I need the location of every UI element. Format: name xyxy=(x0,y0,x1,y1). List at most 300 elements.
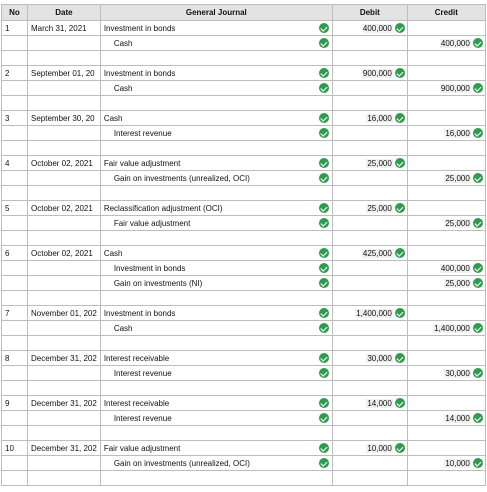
credit-value: 16,000 xyxy=(445,128,470,138)
check-circle-icon xyxy=(473,38,483,48)
debit-cell[interactable] xyxy=(332,156,407,171)
entry-number: 1 xyxy=(2,21,28,36)
empty-cell[interactable] xyxy=(100,381,332,396)
account-cell[interactable] xyxy=(100,411,332,426)
account-cell[interactable] xyxy=(100,276,332,291)
account-name: Investment in bonds xyxy=(103,23,176,33)
table-row xyxy=(2,276,486,291)
entry-number xyxy=(2,276,28,291)
general-journal-sheet xyxy=(1,4,486,486)
spacer-row xyxy=(2,426,486,441)
table-row xyxy=(2,36,486,51)
account-name: Interest revenue xyxy=(113,368,172,378)
entry-number: 2 xyxy=(2,66,28,81)
empty-cell[interactable] xyxy=(2,471,28,486)
entry-date[interactable]: December 31, 202 xyxy=(28,396,101,411)
check-circle-icon xyxy=(395,158,405,168)
debit-cell[interactable] xyxy=(332,201,407,216)
account-cell[interactable] xyxy=(100,111,332,126)
empty-cell[interactable] xyxy=(100,471,332,486)
entry-number xyxy=(2,321,28,336)
debit-cell[interactable] xyxy=(332,441,407,456)
account-cell-content xyxy=(104,173,329,183)
journal-table xyxy=(1,4,486,486)
credit-value: 25,000 xyxy=(445,173,470,183)
entry-number xyxy=(2,126,28,141)
debit-cell[interactable] xyxy=(332,81,407,96)
entry-number: 6 xyxy=(2,246,28,261)
debit-cell[interactable] xyxy=(332,111,407,126)
account-cell[interactable] xyxy=(100,216,332,231)
empty-cell[interactable] xyxy=(407,141,485,156)
empty-cell[interactable] xyxy=(407,426,485,441)
account-cell[interactable] xyxy=(100,246,332,261)
debit-cell[interactable] xyxy=(332,261,407,276)
credit-cell[interactable] xyxy=(407,126,485,141)
entry-number xyxy=(2,411,28,426)
entry-date[interactable] xyxy=(28,81,101,96)
table-row xyxy=(2,21,486,36)
entry-date[interactable] xyxy=(28,171,101,186)
table-row xyxy=(2,216,486,231)
empty-cell[interactable] xyxy=(332,381,407,396)
check-circle-icon xyxy=(473,263,483,273)
check-circle-icon xyxy=(319,263,329,273)
debit-cell[interactable] xyxy=(332,36,407,51)
entry-date[interactable]: December 31, 202 xyxy=(28,351,101,366)
spacer-row xyxy=(2,291,486,306)
entry-date[interactable] xyxy=(28,216,101,231)
empty-cell[interactable] xyxy=(100,336,332,351)
header-credit: Credit xyxy=(407,5,485,21)
entry-date[interactable] xyxy=(28,411,101,426)
entry-number: 5 xyxy=(2,201,28,216)
empty-cell[interactable] xyxy=(407,51,485,66)
debit-value-wrap xyxy=(366,398,404,408)
empty-cell[interactable] xyxy=(332,231,407,246)
debit-cell[interactable] xyxy=(332,126,407,141)
account-cell[interactable] xyxy=(100,156,332,171)
credit-cell[interactable] xyxy=(407,21,485,36)
check-circle-icon xyxy=(319,218,329,228)
empty-cell[interactable] xyxy=(332,96,407,111)
empty-cell[interactable] xyxy=(28,186,101,201)
check-circle-icon xyxy=(319,248,329,258)
debit-cell[interactable] xyxy=(332,276,407,291)
spacer-row xyxy=(2,141,486,156)
account-cell-content xyxy=(104,128,329,138)
credit-cell[interactable] xyxy=(407,66,485,81)
debit-cell[interactable] xyxy=(332,306,407,321)
entry-number xyxy=(2,366,28,381)
empty-cell[interactable] xyxy=(332,51,407,66)
table-row xyxy=(2,396,486,411)
credit-value-wrap xyxy=(444,278,482,288)
debit-cell[interactable] xyxy=(332,351,407,366)
entry-date[interactable]: November 01, 202 xyxy=(28,306,101,321)
spacer-row xyxy=(2,231,486,246)
empty-cell[interactable] xyxy=(100,141,332,156)
debit-cell[interactable] xyxy=(332,216,407,231)
empty-cell[interactable] xyxy=(28,291,101,306)
table-row xyxy=(2,456,486,471)
debit-value-wrap xyxy=(366,158,404,168)
check-circle-icon xyxy=(319,23,329,33)
credit-cell[interactable] xyxy=(407,81,485,96)
account-name: Cash xyxy=(113,38,133,48)
empty-cell[interactable] xyxy=(28,96,101,111)
check-circle-icon xyxy=(319,353,329,363)
credit-value: 25,000 xyxy=(445,278,470,288)
check-circle-icon xyxy=(319,83,329,93)
empty-cell[interactable] xyxy=(2,141,28,156)
check-circle-icon xyxy=(473,278,483,288)
check-circle-icon xyxy=(319,68,329,78)
account-name: Gain on investments (NI) xyxy=(113,278,203,288)
check-circle-icon xyxy=(473,128,483,138)
credit-value-wrap xyxy=(444,128,482,138)
empty-cell[interactable] xyxy=(2,426,28,441)
empty-cell[interactable] xyxy=(332,426,407,441)
debit-cell[interactable] xyxy=(332,246,407,261)
account-cell-content xyxy=(104,308,329,318)
empty-cell[interactable] xyxy=(407,336,485,351)
table-row xyxy=(2,366,486,381)
debit-cell[interactable] xyxy=(332,456,407,471)
entry-date[interactable] xyxy=(28,456,101,471)
empty-cell[interactable] xyxy=(2,231,28,246)
account-name: Interest revenue xyxy=(113,413,172,423)
credit-value: 1,400,000 xyxy=(434,323,470,333)
check-circle-icon xyxy=(473,218,483,228)
table-row xyxy=(2,66,486,81)
debit-cell[interactable] xyxy=(332,366,407,381)
credit-cell[interactable] xyxy=(407,441,485,456)
empty-cell[interactable] xyxy=(407,471,485,486)
account-name: Investment in bonds xyxy=(103,308,176,318)
entry-date[interactable] xyxy=(28,36,101,51)
check-circle-icon xyxy=(319,323,329,333)
credit-cell[interactable] xyxy=(407,366,485,381)
empty-cell[interactable] xyxy=(2,51,28,66)
account-name: Interest receivable xyxy=(103,353,170,363)
account-cell-content xyxy=(104,203,329,213)
spacer-row xyxy=(2,51,486,66)
check-circle-icon xyxy=(395,113,405,123)
header-debit: Debit xyxy=(332,5,407,21)
empty-cell[interactable] xyxy=(28,141,101,156)
account-name: Gain on investments (unrealized, OCI) xyxy=(113,173,250,183)
account-name: Interest revenue xyxy=(113,128,172,138)
account-cell-content xyxy=(104,413,329,423)
debit-cell[interactable] xyxy=(332,171,407,186)
debit-value: 400,000 xyxy=(362,23,392,33)
debit-value-wrap xyxy=(355,308,405,318)
check-circle-icon xyxy=(319,128,329,138)
table-row xyxy=(2,111,486,126)
account-name: Reclassification adjustment (OCI) xyxy=(103,203,223,213)
debit-value-wrap xyxy=(366,203,404,213)
credit-value-wrap xyxy=(433,323,483,333)
account-cell[interactable] xyxy=(100,456,332,471)
account-cell-content xyxy=(104,38,329,48)
account-cell[interactable] xyxy=(100,396,332,411)
check-circle-icon xyxy=(473,413,483,423)
account-cell[interactable] xyxy=(100,201,332,216)
account-cell[interactable] xyxy=(100,261,332,276)
empty-cell[interactable] xyxy=(332,471,407,486)
check-circle-icon xyxy=(395,23,405,33)
entry-date[interactable] xyxy=(28,276,101,291)
empty-cell[interactable] xyxy=(28,336,101,351)
check-circle-icon xyxy=(395,443,405,453)
credit-value-wrap xyxy=(440,38,483,48)
check-circle-icon xyxy=(319,113,329,123)
entry-number: 7 xyxy=(2,306,28,321)
empty-cell[interactable] xyxy=(28,381,101,396)
debit-value: 25,000 xyxy=(367,158,392,168)
spacer-row xyxy=(2,336,486,351)
credit-cell[interactable] xyxy=(407,411,485,426)
check-circle-icon xyxy=(319,173,329,183)
debit-value: 16,000 xyxy=(367,113,392,123)
debit-value: 900,000 xyxy=(362,68,392,78)
account-cell[interactable] xyxy=(100,21,332,36)
account-cell[interactable] xyxy=(100,66,332,81)
debit-value-wrap xyxy=(366,353,404,363)
debit-cell[interactable] xyxy=(332,396,407,411)
account-name: Fair value adjustment xyxy=(113,218,191,228)
account-cell-content xyxy=(104,23,329,33)
credit-cell[interactable] xyxy=(407,261,485,276)
empty-cell[interactable] xyxy=(332,291,407,306)
table-row xyxy=(2,306,486,321)
debit-value-wrap xyxy=(362,68,405,78)
credit-value: 400,000 xyxy=(440,263,470,273)
account-cell[interactable] xyxy=(100,441,332,456)
credit-value: 900,000 xyxy=(440,83,470,93)
account-cell-content xyxy=(104,68,329,78)
credit-value-wrap xyxy=(444,173,482,183)
account-name: Cash xyxy=(103,248,123,258)
check-circle-icon xyxy=(395,203,405,213)
entry-number: 4 xyxy=(2,156,28,171)
entry-number: 9 xyxy=(2,396,28,411)
account-cell[interactable] xyxy=(100,126,332,141)
account-cell[interactable] xyxy=(100,36,332,51)
empty-cell[interactable] xyxy=(28,51,101,66)
account-cell-content xyxy=(104,368,329,378)
header-row xyxy=(2,5,486,21)
account-cell[interactable] xyxy=(100,171,332,186)
table-row xyxy=(2,246,486,261)
account-cell-content xyxy=(104,323,329,333)
empty-cell[interactable] xyxy=(100,51,332,66)
empty-cell[interactable] xyxy=(2,336,28,351)
debit-value: 10,000 xyxy=(367,443,392,453)
check-circle-icon xyxy=(319,443,329,453)
entry-date[interactable] xyxy=(28,366,101,381)
account-cell-content xyxy=(104,113,329,123)
account-name: Gain on investments (unrealized, OCI) xyxy=(113,458,250,468)
table-row xyxy=(2,156,486,171)
credit-cell[interactable] xyxy=(407,111,485,126)
empty-cell[interactable] xyxy=(332,336,407,351)
empty-cell[interactable] xyxy=(28,471,101,486)
debit-value-wrap xyxy=(366,443,404,453)
account-cell[interactable] xyxy=(100,81,332,96)
empty-cell[interactable] xyxy=(407,231,485,246)
credit-value: 30,000 xyxy=(445,368,470,378)
account-cell[interactable] xyxy=(100,321,332,336)
debit-value: 14,000 xyxy=(367,398,392,408)
empty-cell[interactable] xyxy=(332,141,407,156)
spacer-row xyxy=(2,96,486,111)
credit-cell[interactable] xyxy=(407,456,485,471)
journal-body xyxy=(2,21,486,486)
account-cell[interactable] xyxy=(100,351,332,366)
entry-date[interactable]: October 02, 2021 xyxy=(28,201,101,216)
header-date: Date xyxy=(28,5,101,21)
account-cell[interactable] xyxy=(100,366,332,381)
account-cell-content xyxy=(104,443,329,453)
check-circle-icon xyxy=(319,308,329,318)
account-name: Fair value adjustment xyxy=(103,443,181,453)
entry-date[interactable]: September 30, 20 xyxy=(28,111,101,126)
entry-number xyxy=(2,456,28,471)
credit-cell[interactable] xyxy=(407,201,485,216)
table-row xyxy=(2,441,486,456)
credit-cell[interactable] xyxy=(407,396,485,411)
credit-value-wrap xyxy=(444,458,482,468)
empty-cell[interactable] xyxy=(28,231,101,246)
empty-cell[interactable] xyxy=(2,186,28,201)
credit-value-wrap xyxy=(440,83,483,93)
entry-date[interactable]: December 31, 202 xyxy=(28,441,101,456)
empty-cell[interactable] xyxy=(100,291,332,306)
empty-cell[interactable] xyxy=(2,381,28,396)
entry-number: 3 xyxy=(2,111,28,126)
empty-cell[interactable] xyxy=(2,96,28,111)
debit-value-wrap xyxy=(362,23,405,33)
entry-number: 10 xyxy=(2,441,28,456)
check-circle-icon xyxy=(395,353,405,363)
spacer-row xyxy=(2,381,486,396)
entry-date[interactable] xyxy=(28,261,101,276)
debit-cell[interactable] xyxy=(332,411,407,426)
account-cell-content xyxy=(104,353,329,363)
check-circle-icon xyxy=(473,323,483,333)
check-circle-icon xyxy=(395,248,405,258)
empty-cell[interactable] xyxy=(407,96,485,111)
credit-cell[interactable] xyxy=(407,276,485,291)
debit-cell[interactable] xyxy=(332,321,407,336)
entry-date[interactable]: September 01, 20 xyxy=(28,66,101,81)
credit-value-wrap xyxy=(444,413,482,423)
check-circle-icon xyxy=(473,458,483,468)
table-row xyxy=(2,171,486,186)
entry-date[interactable]: October 02, 2021 xyxy=(28,246,101,261)
debit-cell[interactable] xyxy=(332,21,407,36)
account-cell-content xyxy=(104,218,329,228)
spacer-row xyxy=(2,186,486,201)
table-row xyxy=(2,81,486,96)
credit-cell[interactable] xyxy=(407,171,485,186)
account-cell-content xyxy=(104,263,329,273)
entry-date[interactable]: October 02, 2021 xyxy=(28,156,101,171)
check-circle-icon xyxy=(319,278,329,288)
entry-number xyxy=(2,81,28,96)
check-circle-icon xyxy=(473,173,483,183)
credit-value: 14,000 xyxy=(445,413,470,423)
account-name: Interest receivable xyxy=(103,398,170,408)
empty-cell[interactable] xyxy=(100,231,332,246)
account-cell-content xyxy=(104,398,329,408)
credit-cell[interactable] xyxy=(407,351,485,366)
table-row xyxy=(2,261,486,276)
account-cell-content xyxy=(104,278,329,288)
account-cell[interactable] xyxy=(100,306,332,321)
credit-cell[interactable] xyxy=(407,306,485,321)
entry-number xyxy=(2,36,28,51)
empty-cell[interactable] xyxy=(100,96,332,111)
account-cell-content xyxy=(104,158,329,168)
credit-value-wrap xyxy=(440,263,483,273)
header-no: No xyxy=(2,5,28,21)
entry-date[interactable] xyxy=(28,126,101,141)
entry-date[interactable]: March 31, 2021 xyxy=(28,21,101,36)
entry-number xyxy=(2,261,28,276)
check-circle-icon xyxy=(473,83,483,93)
empty-cell[interactable] xyxy=(407,291,485,306)
check-circle-icon xyxy=(395,68,405,78)
check-circle-icon xyxy=(473,368,483,378)
account-cell-content xyxy=(104,248,329,258)
debit-value: 1,400,000 xyxy=(356,308,392,318)
entry-number xyxy=(2,171,28,186)
account-name: Cash xyxy=(103,113,123,123)
entry-date[interactable] xyxy=(28,321,101,336)
account-cell-content xyxy=(104,83,329,93)
check-circle-icon xyxy=(319,203,329,213)
empty-cell[interactable] xyxy=(100,426,332,441)
empty-cell[interactable] xyxy=(28,426,101,441)
table-row xyxy=(2,126,486,141)
debit-cell[interactable] xyxy=(332,66,407,81)
credit-value: 25,000 xyxy=(445,218,470,228)
credit-cell[interactable] xyxy=(407,36,485,51)
credit-cell[interactable] xyxy=(407,156,485,171)
check-circle-icon xyxy=(395,398,405,408)
credit-cell[interactable] xyxy=(407,216,485,231)
credit-cell[interactable] xyxy=(407,246,485,261)
credit-cell[interactable] xyxy=(407,321,485,336)
account-name: Cash xyxy=(113,83,133,93)
empty-cell[interactable] xyxy=(407,186,485,201)
check-circle-icon xyxy=(319,398,329,408)
debit-value: 25,000 xyxy=(367,203,392,213)
empty-cell[interactable] xyxy=(332,186,407,201)
check-circle-icon xyxy=(319,158,329,168)
credit-value-wrap xyxy=(444,368,482,378)
empty-cell[interactable] xyxy=(2,291,28,306)
check-circle-icon xyxy=(319,458,329,468)
empty-cell[interactable] xyxy=(100,186,332,201)
entry-number: 8 xyxy=(2,351,28,366)
credit-value: 400,000 xyxy=(440,38,470,48)
empty-cell[interactable] xyxy=(407,381,485,396)
table-row xyxy=(2,351,486,366)
